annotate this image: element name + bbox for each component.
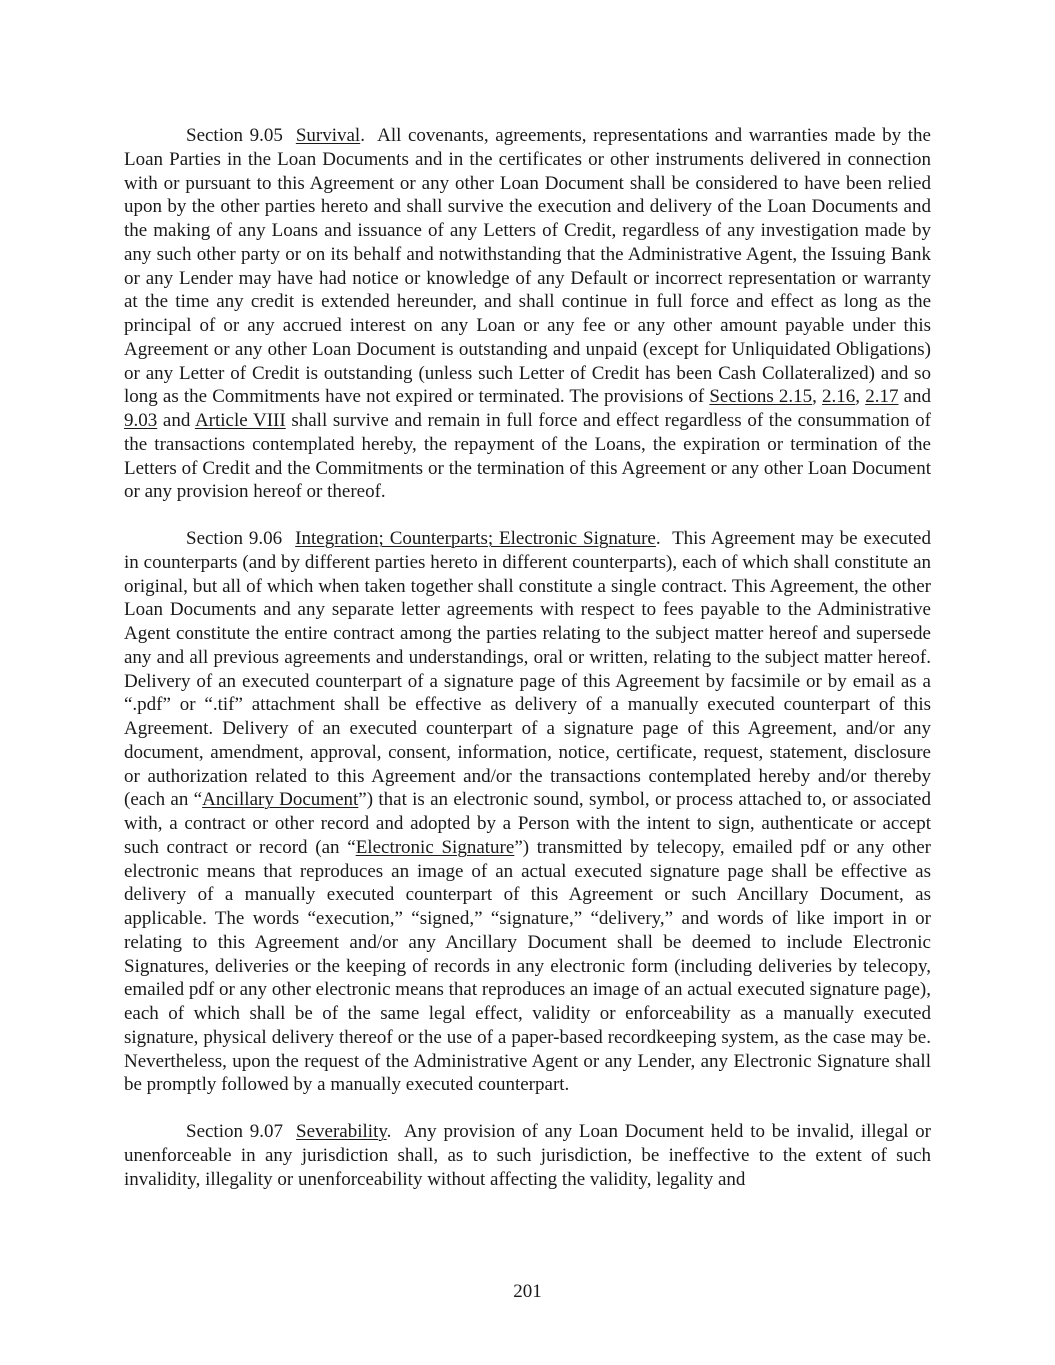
section-body: ”) that is an electronic sound, symbol, or process attached to, or associated with, a contract or other record and adopted by a Person with the intent to sign, authenticate or accept such contract or record (an “ [124, 789, 931, 858]
section-9-05: Section 9.05 Survival. All covenants, agreements, representations and warranties made by the Loan Parties in the Loan Documents and in the certificates or other instruments delivered in connection with or pursuant to this Agreement or any other Loan Document shall be considered to have been relied upon by the other parties hereto and shall survive the execution and delivery of the Loan Documents and the making of any Loans and issuance of any Letters of Credit, regardless of any investigation made by any such other party or on its behalf and notwithstanding that the Administrative Agent, the Issuing Bank or any Lender may have had notice or knowledge of any Default or incorrect representation or warranty at the time any credit is extended hereunder, and shall continue in full force and effect as long as the principal of or any accrued interest on any Loan or any fee or any other amount payable under this Agreement or any other Loan Document is outstanding and unpaid (except for Unliquidated Obligations) or any Letter of Credit is outstanding (unless such Letter of Credit has been Cash Collateralized) and so long as the Commitments have not expired or terminated. The provisions of Sections 2.15, 2.16, 2.17 and 9.03 and Article VIII shall survive and remain in full force and effect regardless of the consummation of the transactions contemplated hereby, the repayment of the Loans, the expiration or termination of the Letters of Credit and the Commitments or the termination of this Agreement or any other Loan Document or any provision hereof or thereof. [124, 125, 932, 503]
section-number: Section 9.05 [186, 125, 283, 146]
section-title: Severability [296, 1121, 387, 1142]
cross-reference: Article VIII [194, 410, 286, 431]
cross-reference: 9.03 [124, 410, 158, 431]
cross-reference: Sections 2.15 [709, 386, 813, 408]
section-title: Survival [295, 125, 361, 146]
section-number: Section 9.07 [186, 1121, 284, 1142]
cross-reference: 2.16 [822, 386, 856, 408]
section-body: Any provision of any Loan Document held to be invalid, illegal or unenforceable in any jurisdiction shall, as to such jurisdiction, be ineffective to the extent of such invalidity, illegality or unenforceability without affecting the validity, legality and [124, 1121, 931, 1190]
document-page [124, 124, 931, 1191]
defined-term: Ancillary Document [202, 789, 359, 811]
section-title: Integration; Counterparts; Electronic Signature [295, 528, 656, 549]
section-9-07: Section 9.07 Severability. Any provision of any Loan Document held to be invalid, illegal or unenforceable in any jurisdiction shall, as to such jurisdiction, be ineffective to the extent of such invalidity, illegality or unenforceability without affecting the validity, legality and [124, 1121, 931, 1190]
cross-reference: 2.17 [865, 386, 899, 408]
page-number: 201 [513, 1281, 542, 1302]
section-body: shall survive and remain in full force and effect regardless of the consummation of the transactions contemplated hereby, the repayment of the Loans, the expiration or termination of the Letters of Credit and the Commitments or the termination of this Agreement or any other Loan Document or any provision hereof or thereof. [124, 410, 931, 503]
section-body: This Agreement may be executed in counterparts (and by different parties hereto in different counterparts), each of which shall constitute an original, but all of which when taken together shall constitute a single contract. This Agreement, the other Loan Documents and any separate letter agreements with respect to fees payable to the Administrative Agent constitute the entire contract among the parties relating to the subject matter hereof and supersede any and all previous agreements and understandings, oral or written, relating to the subject matter hereof. Delivery of an executed counterpart of a signature page of this Agreement by facsimile or by email as a “.pdf” or “.tif” attachment shall be effective as delivery of a manually executed counterpart of this Agreement. Delivery of an executed counterpart of a signature page of this Agreement, and/or any document, amendment, approval, consent, information, notice, certificate, request, statement, disclosure or authorization related to this Agreement and/or the transactions contemplated hereby and/or thereby (each an “ [124, 528, 931, 811]
section-body: ”) transmitted by telecopy, emailed pdf or any other electronic means that reproduces an image of an actual executed signature page shall be effective as delivery of a manually executed counterpart of this Agreement or such Ancillary Document, as applicable. The words “execution,” “signed,” “signature,” “delivery,” and words of like import in or relating to this Agreement and/or any Ancillary Document shall be deemed to include Electronic Signatures, deliveries or the keeping of records in any electronic form (including deliveries by telecopy, emailed pdf or any other electronic means that reproduces an image of an actual executed signature page), each of which shall be of the same legal effect, validity or enforceability as a manually executed signature, physical delivery thereof or the use of a paper-based recordkeeping system, as the case may be. Nevertheless, upon the request of the Administrative Agent or any Lender, any Electronic Signature shall be promptly followed by a manually executed counterpart. [124, 836, 931, 1096]
section-number: Section 9.06 [186, 528, 283, 549]
section-9-06: Section 9.06 Integration; Counterparts; Electronic Signature. This Agreement may be executed in counterparts (and by different parties hereto in different counterparts), each of which shall constitute an original, but all of which when taken together shall constitute a single contract. This Agreement, the other Loan Documents and any separate letter agreements with respect to fees payable to the Administrative Agent constitute the entire contract among the parties relating to the subject matter hereof and supersede any and all previous agreements and understandings, oral or written, relating to the subject matter hereof. Delivery of an executed counterpart of a signature page of this Agreement by facsimile or by email as a “.pdf” or “.tif” attachment shall be effective as delivery of a manually executed counterpart of this Agreement. Delivery of an executed counterpart of a signature page of this Agreement, and/or any document, amendment, approval, consent, information, notice, certificate, request, statement, disclosure or authorization related to this Agreement and/or the transactions contemplated hereby and/or thereby (each an “Ancillary Document”) that is an electronic sound, symbol, or process attached to, or associated with, a contract or other record and adopted by a Person with the intent to sign, authenticate or accept such contract or record (an “Electronic Signature”) transmitted by telecopy, emailed pdf or any other electronic means that reproduces an image of an actual executed signature page shall be effective as delivery of a manually executed counterpart of this Agreement or such Ancillary Document, as applicable. The words “execution,” “signed,” “signature,” “delivery,” and words of like import in or relating to this Agreement and/or any Ancillary Document shall be deemed to include Electronic Signatures, deliveries or the keeping of records in any electronic form (including deliveries by telecopy, emailed pdf or any other electronic means that reproduces an image of an actual executed signature page), each of which shall be of the same legal effect, validity or enforceability as a manually executed signature, physical delivery thereof or the use of a paper-based recordkeeping system, as the case may be. Nevertheless, upon the request of the Administrative Agent or any Lender, any Electronic Signature shall be promptly followed by a manually executed counterpart. [124, 528, 931, 1096]
defined-term: Electronic Signature [355, 836, 515, 858]
section-body: All covenants, agreements, representations and warranties made by the Loan Parties in the Loan Documents and in the certificates or other instruments delivered in connection with or pursuant to this Agreement or any other Loan Document shall be considered to have been relied upon by the other parties hereto and shall survive the execution and delivery of the Loan Documents and the making of any Loans and issuance of any Letters of Credit, regardless of any investigation made by any such other party or on its behalf and notwithstanding that the Administrative Agent, the Issuing Bank or any Lender may have had notice or knowledge of any Default or incorrect representation or warranty at the time any credit is extended hereunder, and shall continue in full force and effect as long as the principal of or any accrued interest on any Loan or any fee or any other amount payable under this Agreement or any other Loan Document is outstanding and unpaid (except for Unliquidated Obligations) or any Letter of Credit is outstanding (unless such Letter of Credit has been Cash Collateralized) and so long as the Commitments have not expired or terminated. The provisions of [124, 125, 931, 408]
